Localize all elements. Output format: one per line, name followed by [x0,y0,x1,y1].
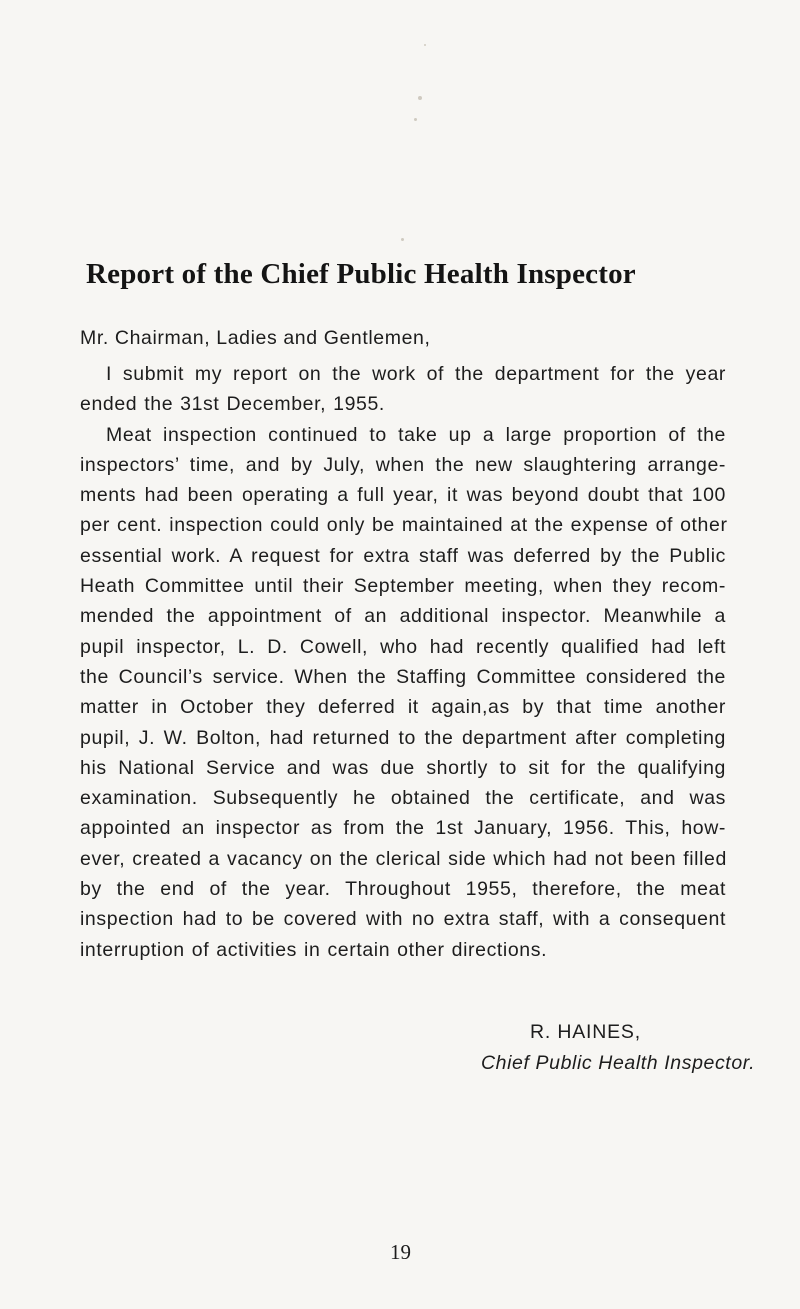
body-line: ments had been operating a full year, it was beyond doubt that 100 [80,484,726,507]
body-line: mended the appointment of an additional inspector. Meanwhile a [80,605,726,628]
body-line: I submit my report on the work of the department for the year [106,363,726,385]
body-line: by the end of the year. Throughout 1955, therefore, the meat [80,878,726,901]
body-line: examination. Subsequently he obtained the certificate, and was [80,787,726,810]
body-line: appointed an inspector as from the 1st January, 1956. This, how- [80,817,726,840]
paper-speck [418,96,422,100]
body-line: ended the 31st December, 1955. [80,393,385,416]
signature-title: Chief Public Health Inspector. [481,1052,756,1074]
report-body [80,359,726,965]
page-number: 19 [390,1240,411,1264]
body-line: Heath Committee until their September meeting, when they recom- [80,575,726,598]
body-line: essential work. A request for extra staff was deferred by the Public [80,544,726,567]
body-line: interruption of activities in certain other directions. [80,938,548,961]
paper-speck [401,238,404,241]
body-line: pupil, J. W. Bolton, had returned to the department after completing [80,726,726,749]
body-line: the Council’s service. When the Staffing Committee considered the [80,665,726,688]
body-line: inspection had to be covered with no extra staff, with a consequent [80,908,726,931]
signature-name: R. HAINES, [530,1021,641,1043]
paper-speck [424,44,426,46]
body-line: per cent. inspection could only be maintained at the expense of other [80,514,728,537]
body-line: Meat inspection continued to take up a large proportion of the [106,423,726,446]
page-title: Report of the Chief Public Health Inspector [86,258,636,290]
paper-speck [414,118,417,121]
body-line: his National Service and was due shortly to sit for the qualifying [80,756,726,779]
body-line: ever, created a vacancy on the clerical side which had not been filled [80,847,727,870]
body-line: matter in October they deferred it again,as by that time another [80,696,726,719]
body-line: inspectors’ time, and by July, when the new slaughtering arrange- [80,453,726,476]
body-line: pupil inspector, L. D. Cowell, who had recently qualified had left [80,635,726,658]
salutation: Mr. Chairman, Ladies and Gentlemen, [80,327,431,349]
